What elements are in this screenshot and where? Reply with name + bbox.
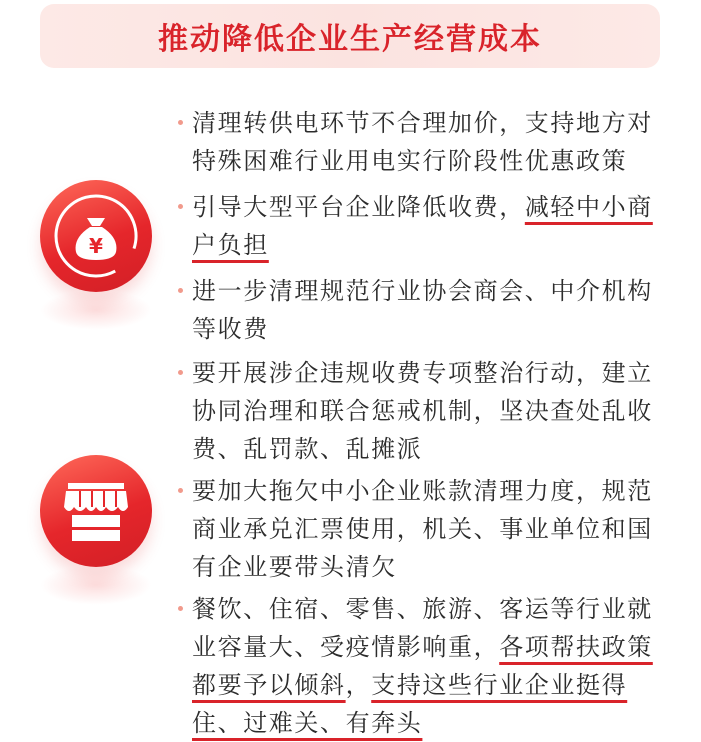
list-item [178, 354, 668, 468]
page-title: 推动降低企业生产经营成本 [158, 22, 542, 57]
list-item [178, 188, 668, 264]
bullet-dot [178, 370, 183, 375]
list-item [178, 272, 668, 348]
storefront-icon [40, 455, 152, 567]
item-text [192, 104, 668, 180]
item-text [192, 272, 668, 348]
highlighted-text: 减轻中小商户负担 [192, 193, 653, 259]
text-segment: 清理转供电环节不合理加价，支持地方对特殊困难行业用电实行阶段性优惠政策 [192, 109, 653, 175]
bullet-dot [178, 606, 183, 611]
money-bag-icon [40, 180, 152, 292]
svg-text:¥: ¥ [89, 234, 103, 258]
bullet-dot [178, 204, 183, 209]
title-banner [40, 4, 660, 68]
text-segment: ， [345, 671, 372, 699]
text-segment: 要开展涉企违规收费专项整治行动，建立协同治理和联合惩戒机制，坚决查处乱收费、乱罚款、乱摊派 [192, 359, 653, 463]
list-item [178, 472, 668, 586]
item-text [192, 590, 668, 742]
item-text [192, 472, 668, 586]
text-segment: 进一步清理规范行业协会商会、中介机构等收费 [192, 277, 653, 343]
item-text [192, 188, 668, 264]
text-segment: 要加大拖欠中小企业账款清理力度，规范商业承兑汇票使用，机关、事业单位和国有企业要带头清欠 [192, 477, 653, 581]
highlighted-text: 各项帮扶政策都要予以倾斜 [192, 633, 653, 699]
bullet-dot [178, 120, 183, 125]
policy-list [178, 104, 668, 742]
list-item [178, 104, 668, 180]
list-item [178, 590, 668, 742]
bullet-dot [178, 288, 183, 293]
text-segment: 引导大型平台企业降低收费， [192, 193, 525, 221]
icon-reflection [40, 290, 152, 330]
icon-reflection [40, 565, 152, 605]
bullet-dot [178, 488, 183, 493]
item-text [192, 354, 668, 468]
highlighted-text: 支持这些行业企业挺得住、过难关、有奔头 [192, 671, 628, 737]
text-segment: 餐饮、住宿、零售、旅游、客运等行业就业容量大、受疫情影响重， [192, 595, 653, 661]
